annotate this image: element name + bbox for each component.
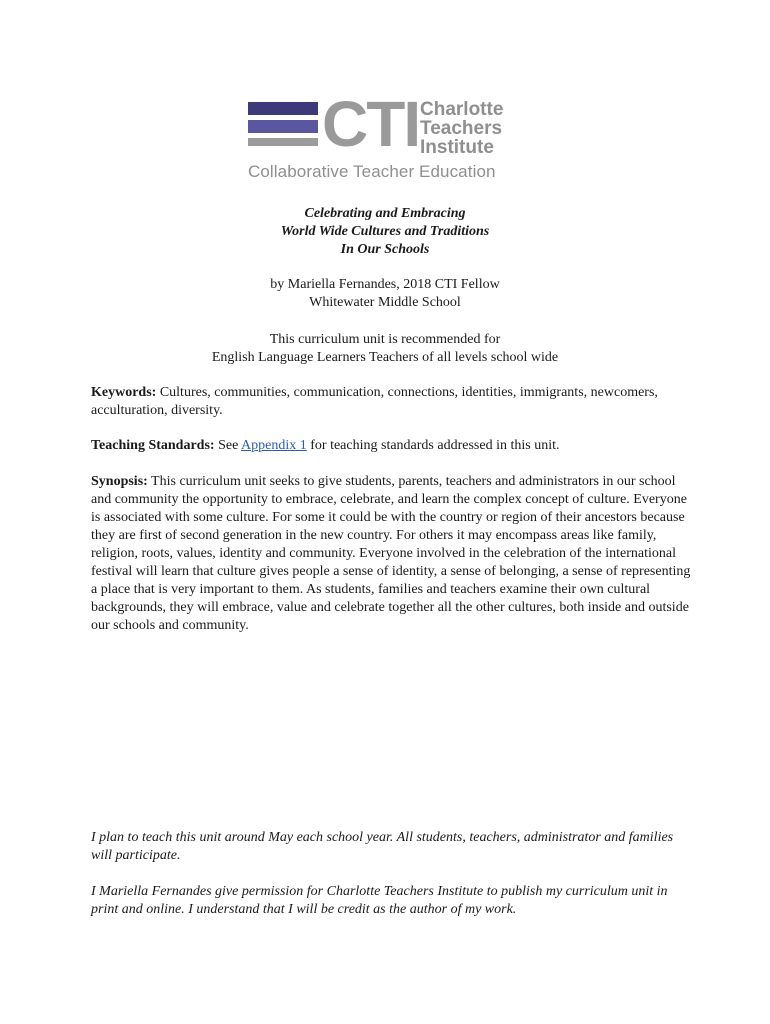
logo-name-line3: Institute: [420, 137, 494, 158]
title-line1: Celebrating and Embracing: [304, 206, 466, 221]
cti-logo: [248, 88, 528, 188]
recommendation-line2: English Language Learners Teachers of all levels school wide: [211, 350, 559, 365]
logo-bars-icon: [248, 102, 318, 151]
unit-title: [0, 205, 770, 259]
author-line: by Mariella Fernandes, 2018 CTI Fellow: [270, 277, 500, 292]
plan-paragraph: I plan to teach this unit around May each school year. All students, teachers, administrator and families will participate.: [91, 830, 674, 863]
keywords-text: Cultures, communities, communication, connections, identities, immigrants, newcomers, acculturation, diversity.: [91, 385, 658, 418]
logo-name-line2: Teachers: [420, 118, 503, 139]
keywords-label: Keywords:: [91, 385, 157, 400]
teaching-standards-prefix: See: [214, 438, 242, 453]
permission-paragraph: I Mariella Fernandes give permission for Charlotte Teachers Institute to publish my curriculum unit in print and online. I understand that I will be credit as the author of my work.: [91, 884, 668, 917]
synopsis-label: Synopsis:: [91, 474, 148, 489]
synopsis-paragraph: [91, 473, 691, 635]
logo-bar-mid: [248, 120, 318, 133]
logo-bar-gray: [248, 138, 318, 146]
logo-institute-name: [420, 100, 503, 157]
school-line: Whitewater Middle School: [309, 295, 461, 310]
logo-acronym: CTI: [322, 88, 420, 160]
byline: [0, 276, 770, 312]
synopsis-text: This curriculum unit seeks to give students, parents, teachers and administrators in our school and community the opportunity to embrace, celebrate, and learn the complex concept of culture. Everyone is associated with some culture. For some it could be with the country or region of their ancestors because they are first of second generation in the new country. For others it may encompass areas like family, religion, roots, values, identity and community. Everyone involved in the celebration of the international festival will learn that culture gives people a sense of identity, a sense of belonging, a sense of representing a place that is very important to them. As students, families and teachers examine their own cultural backgrounds, they will embrace, value and celebrate together all the other cultures, both inside and outside our schools and community.: [91, 474, 691, 633]
teaching-standards-paragraph: [91, 437, 691, 455]
recommendation: [0, 331, 770, 367]
title-line2: World Wide Cultures and Traditions: [280, 224, 490, 239]
keywords-paragraph: [91, 384, 691, 420]
teaching-standards-label: Teaching Standards:: [91, 438, 215, 453]
logo-bar-dark: [248, 102, 318, 115]
logo-name-line1: Charlotte: [420, 99, 504, 120]
recommendation-line1: This curriculum unit is recommended for: [269, 332, 501, 347]
teaching-standards-suffix: for teaching standards addressed in this unit.: [306, 438, 560, 453]
appendix-link[interactable]: Appendix 1: [241, 438, 307, 453]
title-line3: In Our Schools: [340, 242, 430, 257]
logo-tagline: Collaborative Teacher Education: [248, 162, 496, 181]
